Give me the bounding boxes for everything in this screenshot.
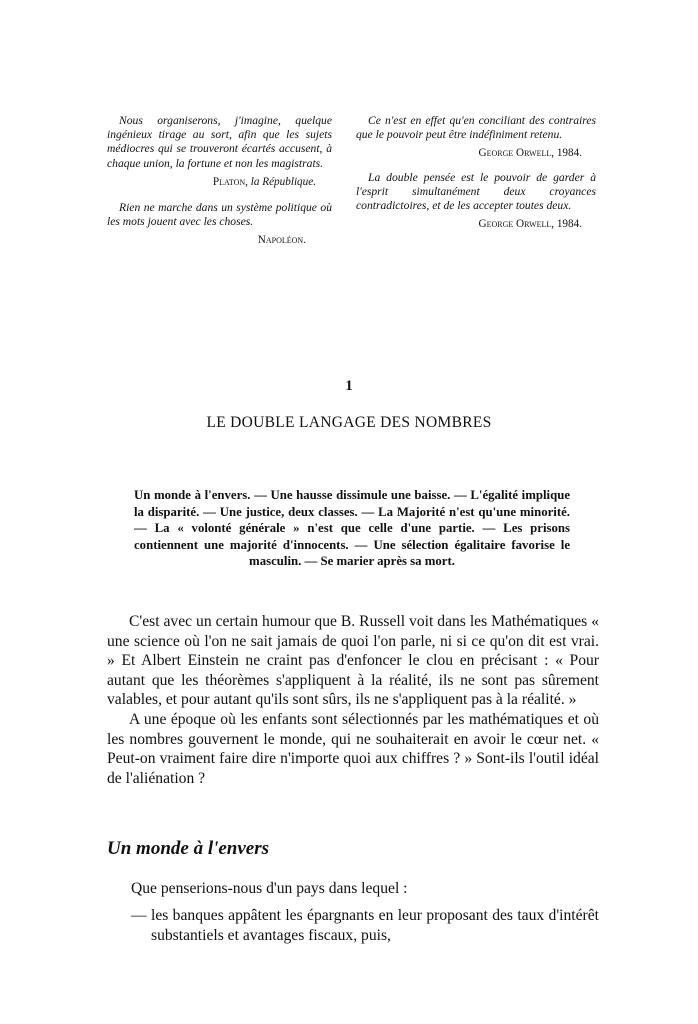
epigraph-quote: Nous organiserons, j'imagine, quelque ingénieux tirage au sort, afin que les sujets médiocres qui se trouveront écartés accusent, à chaque union, la fortune et non les magistrats. [107,114,332,170]
chapter-summary: Un monde à l'envers. — Une hausse dissimule une baisse. — L'égalité implique la disparité. — Une justice, deux classes. — La Majorité n'est qu'une minorité. — La « volonté générale » n'est que celle d'une partie. — Les prisons contiennent une majorité d'innocents. — Une sélection égalitaire favorise le masculin. — Se marier après sa mort. [134,488,570,568]
epigraph-author: Napoléon. [257,234,306,247]
epigraph-author: George Orwell, [478,147,555,160]
epigraph-quote: La double pensée est le pouvoir de garder à l'esprit simultanément deux croyances contradictoires, et de les accepter toutes deux. [356,170,596,213]
chapter-title: LE DOUBLE LANGAGE DES NOMBRES [206,414,492,431]
list-dash: — [131,907,147,924]
epigraph-attribution [107,233,306,247]
body-paragraph: C'est avec un certain humour que B. Russell voit dans les Mathématiques « une science où l'on ne sait jamais de quoi l'on parle, ni si ce qu'on dit est vrai. » Et Albert Einstein ne craint pas d'enfoncer le clou en précisant : « Pour autant que les théorèmes s'appliquent à la réalité, ils ne sont pas sûrement valables, et pour autant qu'ils sont sûrs, ils ne s'appliquent pas à la réalité. » [107,613,599,709]
section-heading: Un monde à l'envers [107,838,270,859]
list-item-text: les banques appâtent les épargnants en leur proposant des taux d'intérêt substantiels et avantages fiscaux, puis, [151,907,599,944]
section-list [107,906,599,945]
epigraph-quote: Rien ne marche dans un système politique où les mots jouent avec les choses. [107,201,332,229]
epigraph-attribution [356,217,582,231]
epigraph-author: Platon, [212,175,248,188]
chapter-number: 1 [345,378,353,394]
epigraph-column-left [107,114,332,248]
body-text [107,612,599,788]
section-intro: Que penserions-nous d'un pays dans lequel : [131,880,408,897]
epigraph-work: la République. [250,175,316,188]
epigraph-work: 1984. [556,218,582,231]
epigraph-attribution [107,175,316,189]
epigraph-attribution [356,146,582,160]
epigraph-quote: Ce n'est en effet qu'en conciliant des contraires que le pouvoir peut être indéfiniment retenu. [356,114,596,142]
epigraph-author: George Orwell, [478,218,555,231]
list-item [107,906,599,945]
epigraph-work: 1984. [556,147,582,160]
body-paragraph: A une époque où les enfants sont sélectionnés par les mathématiques et où les nombres gouvernent le monde, qui ne souhaiterait en avoir le cœur net. « Peut-on vraiment faire dire n'importe quoi aux chiffres ? » Sont-ils l'outil idéal de l'aliénation ? [107,710,599,787]
epigraph-column-right [356,114,596,231]
